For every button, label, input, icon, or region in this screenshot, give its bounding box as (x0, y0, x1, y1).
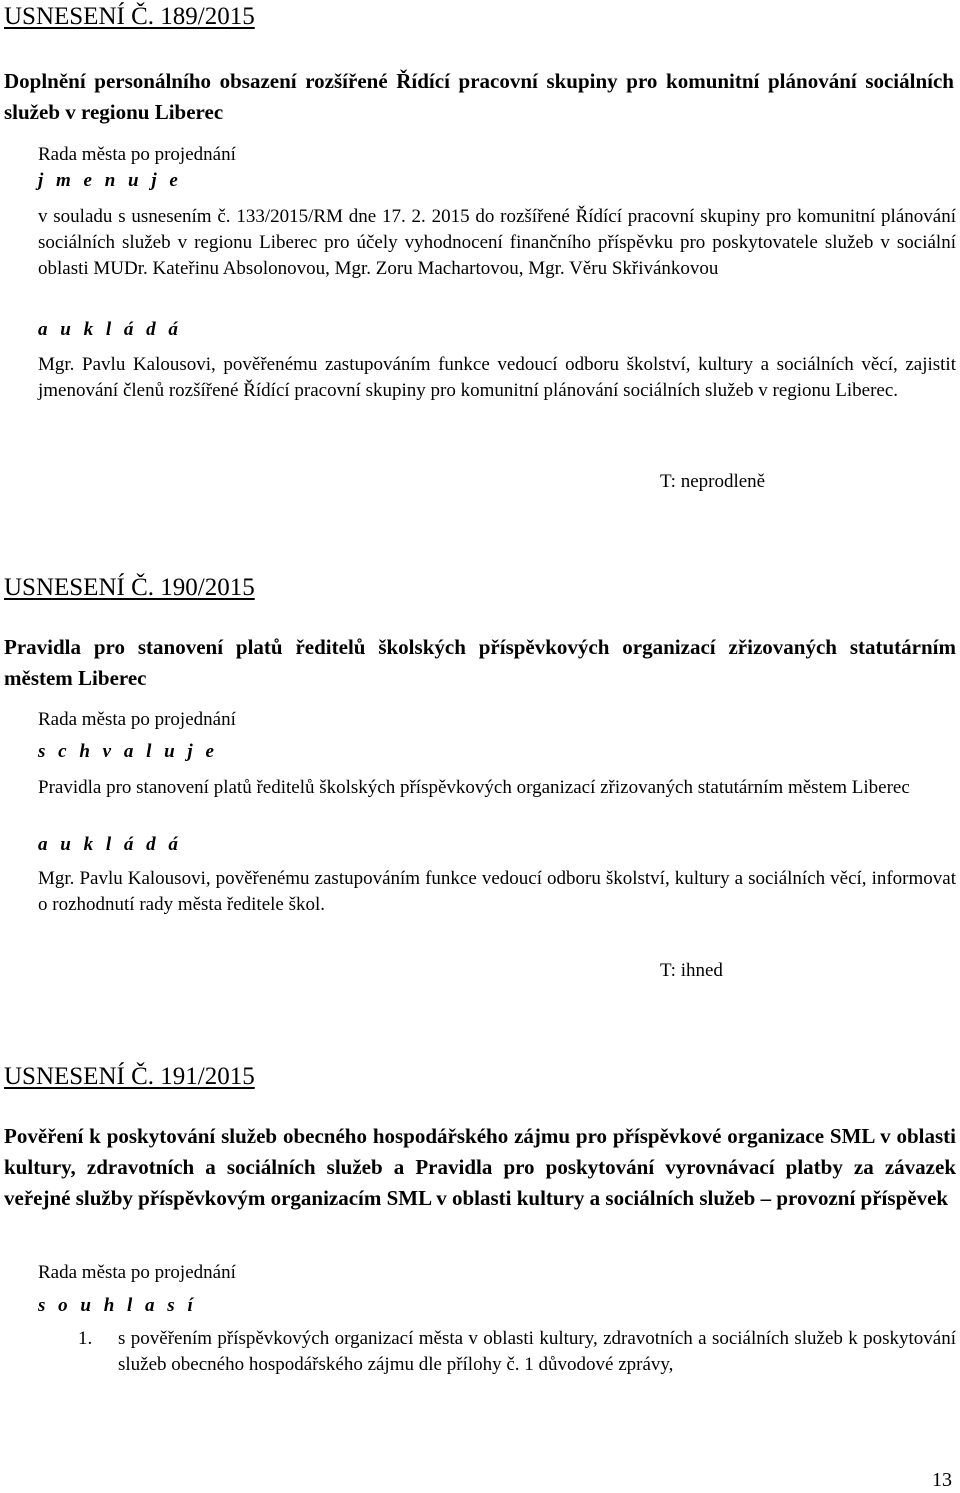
list-item-number: 1. (78, 1328, 93, 1349)
resolution-title: Doplnění personálního obsazení rozšířené Řídící pracovní skupiny pro komunitní plánování sociálních služeb v regionu Liberec (4, 69, 954, 124)
resolution-text: Mgr. Pavlu Kalousovi, pověřenému zastupováním funkce vedoucí odboru školství, kultury a sociálních věcí, zajistit jmenování členů rozšířené Řídící pracovní skupiny pro komunitní plánování sociálních služeb v regionu Liberec. (38, 354, 956, 401)
resolution-text: Pravidla pro stanovení platů ředitelů školských příspěvkových organizací zřizovaných statutárním městem Liberec (38, 777, 910, 798)
resolution-title: Pravidla pro stanovení platů ředitelů školských příspěvkových organizací zřizovaných statutárním městem Liberec (4, 635, 956, 690)
list-item-text: s pověřením příspěvkových organizací města v oblasti kultury, zdravotních a sociálních služeb k poskytování služeb obecného hospodářského zájmu dle přílohy č. 1 důvodové zprávy, (118, 1328, 956, 1375)
deadline: T: ihned (660, 960, 723, 981)
resolution-verb: a u k l á d á (38, 319, 182, 340)
resolution-heading: USNESENÍ Č. 190/2015 (4, 574, 255, 601)
resolution-verb: s o u h l a s í (38, 1295, 197, 1316)
council-line: Rada města po projednání (38, 709, 236, 730)
resolution-verb: a u k l á d á (38, 834, 182, 855)
resolution-title: Pověření k poskytování služeb obecného hospodářského zájmu pro příspěvkové organizace SML v oblasti kultury, zdravotních a sociálních služeb a Pravidla pro poskytování vyrovnávací platby za závazek veřejné služby příspěvkovým organizacím SML v oblasti kultury a sociálních služeb – provozní příspěvek (4, 1124, 956, 1210)
deadline: T: neprodleně (660, 471, 766, 492)
council-line: Rada města po projednání (38, 1262, 236, 1283)
resolution-heading: USNESENÍ Č. 189/2015 (4, 3, 255, 30)
resolution-verb: j m e n u j e (38, 170, 182, 191)
resolution-heading: USNESENÍ Č. 191/2015 (4, 1063, 255, 1090)
resolution-text: Mgr. Pavlu Kalousovi, pověřenému zastupováním funkce vedoucí odboru školství, kultury a sociálních věcí, informovat o rozhodnutí rady města ředitele škol. (38, 868, 956, 915)
resolution-text: v souladu s usnesením č. 133/2015/RM dne 17. 2. 2015 do rozšířené Řídící pracovní skupiny pro komunitní plánování sociálních služeb v regionu Liberec pro účely vyhodnocení finančního příspěvku pro poskytovatele služeb v sociální oblasti MUDr. Kateřinu Absolonovou, Mgr. Zoru Machartovou, Mgr. Věru Skřivánkovou (38, 206, 956, 279)
resolution-verb: s c h v a l u j e (38, 741, 218, 762)
council-line: Rada města po projednání (38, 144, 236, 165)
page-number: 13 (932, 1469, 952, 1491)
